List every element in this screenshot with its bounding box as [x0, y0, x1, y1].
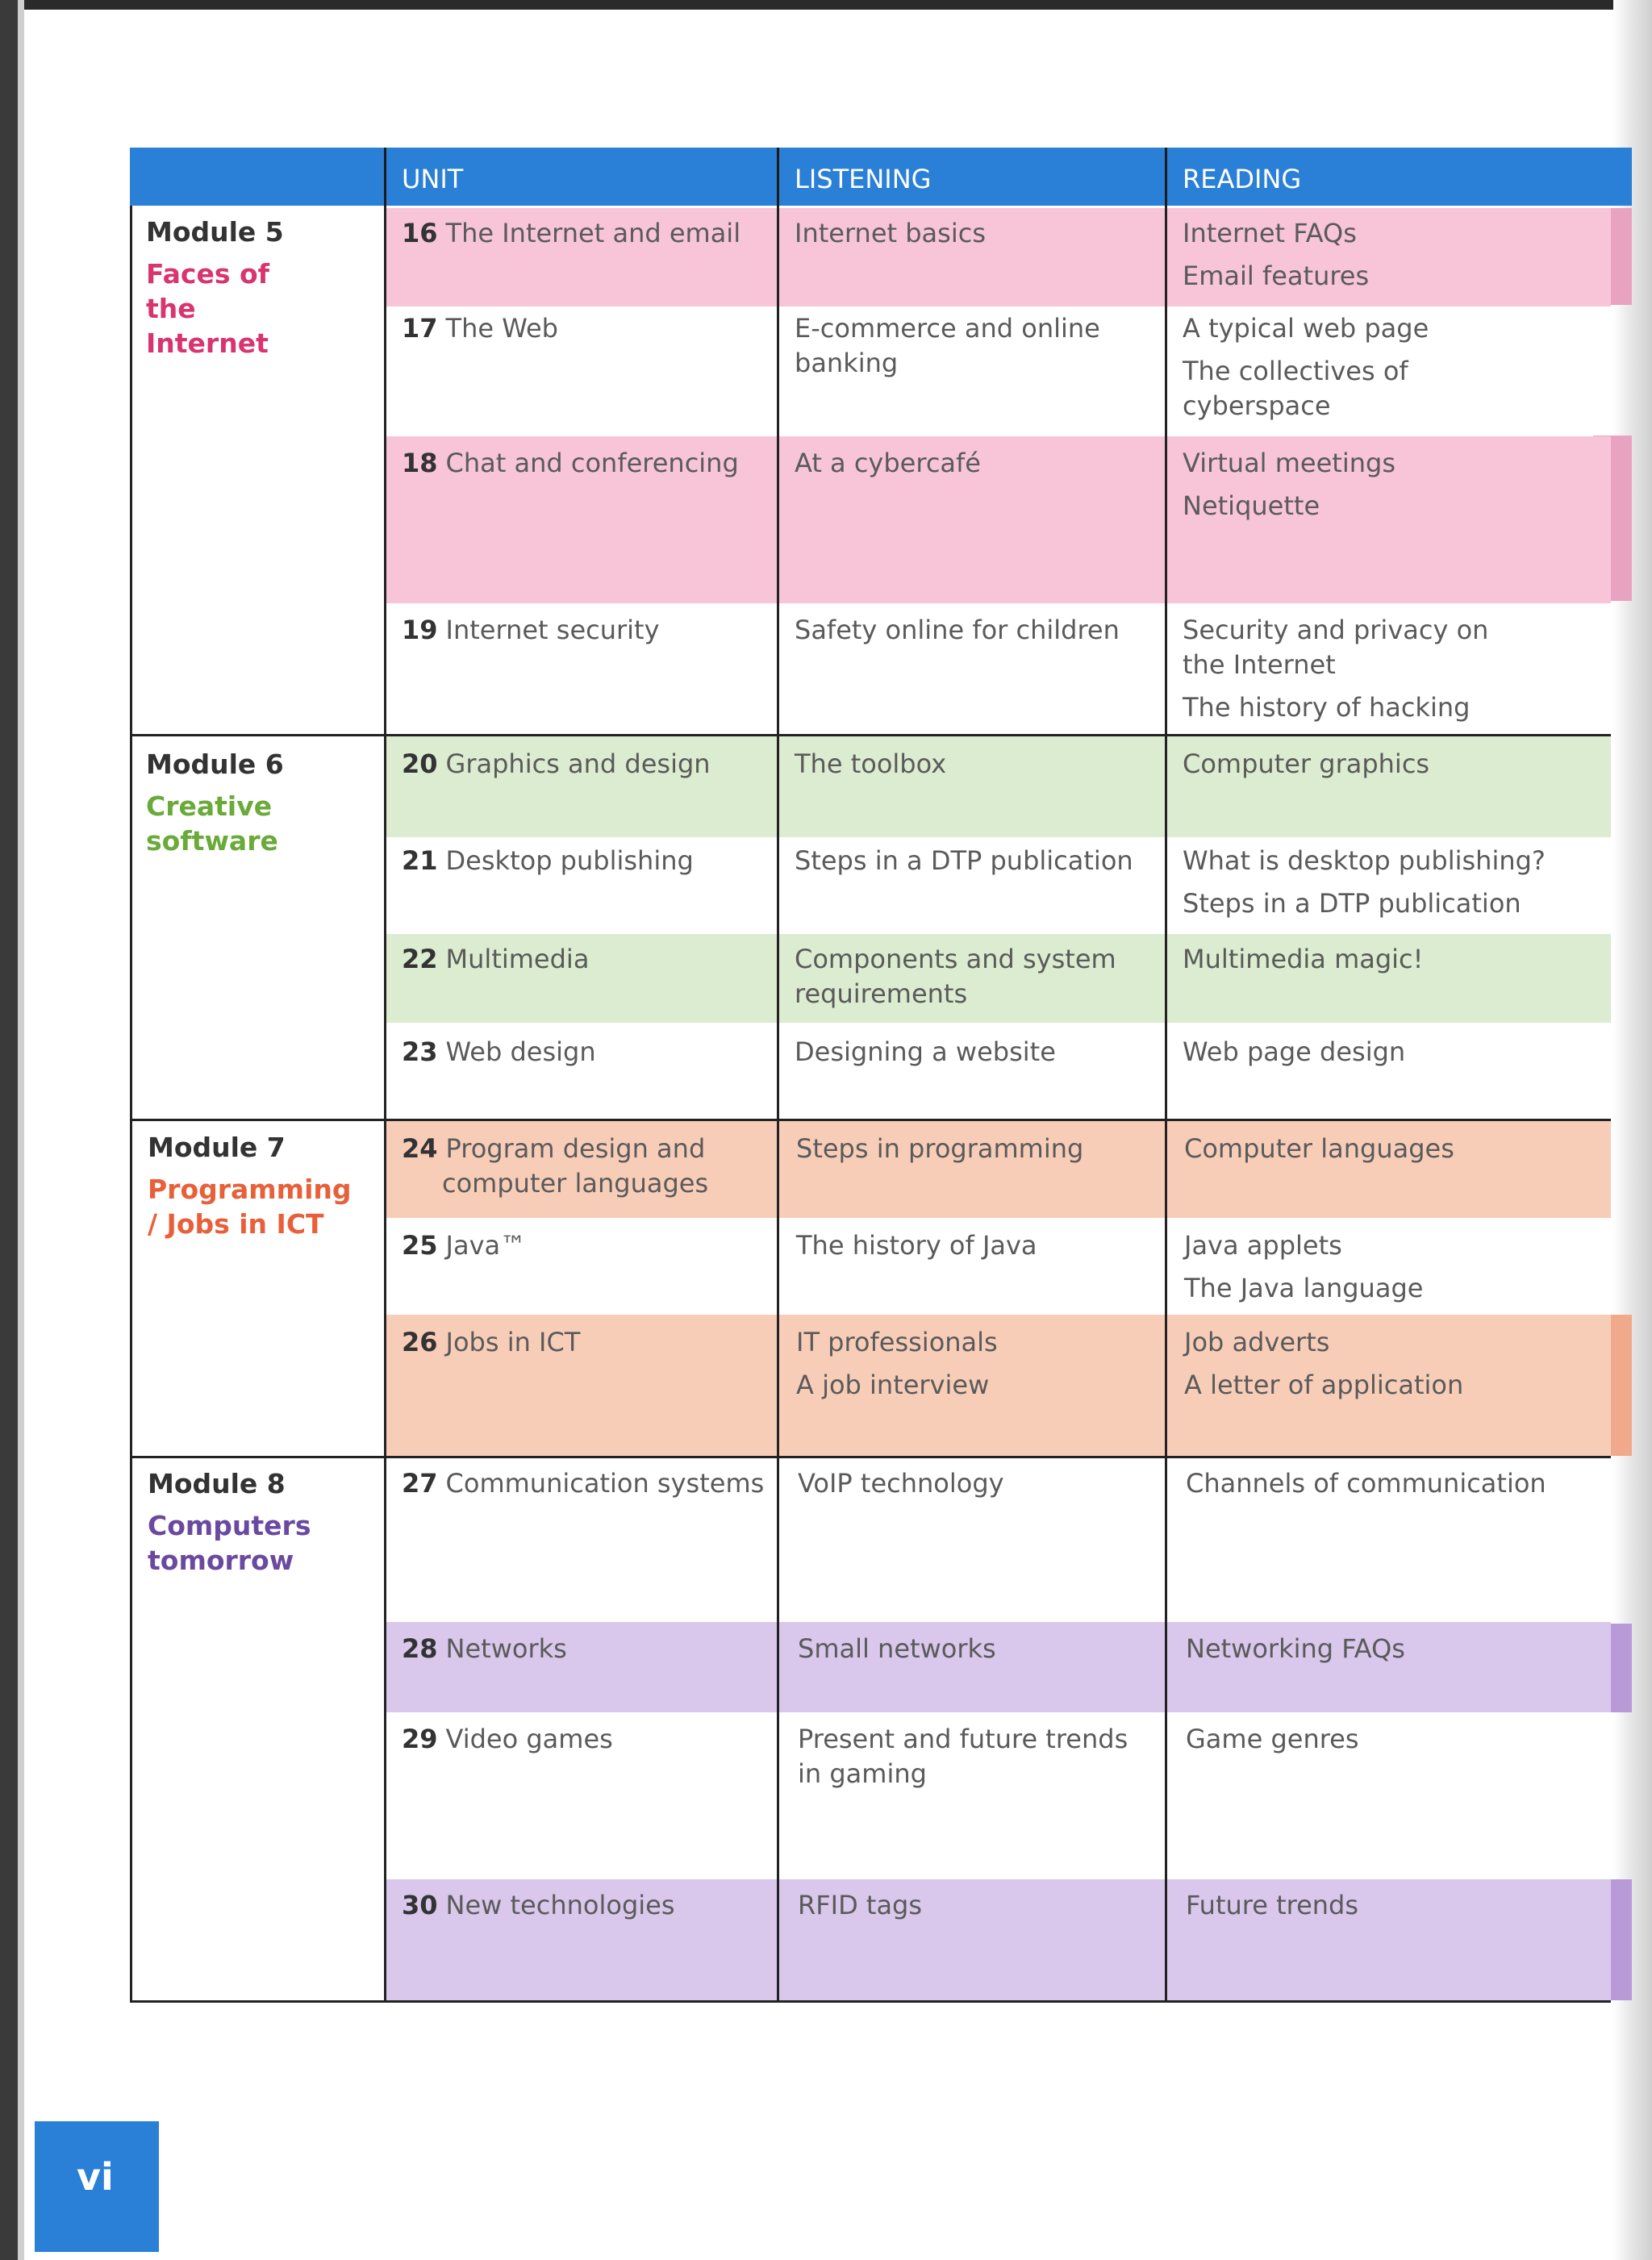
unit-cell: 19 Internet security	[402, 615, 660, 645]
page-top-edge	[0, 0, 1652, 10]
module-title: Module 5	[146, 216, 284, 248]
reading-cell: Channels of communication	[1186, 1468, 1546, 1499]
module-title: Module 6	[146, 748, 284, 780]
page-spine-edge	[18, 0, 24, 2260]
page-spine	[0, 0, 18, 2260]
unit-cell: 22 Multimedia	[402, 944, 590, 974]
unit-cell: 27 Communication systems	[402, 1468, 765, 1499]
unit-cell: 17 The Web	[402, 313, 558, 344]
reading-cell: Computer languages	[1184, 1133, 1454, 1164]
module-title: Module 7	[148, 1132, 286, 1163]
listening-cell: Safety online for children	[795, 615, 1120, 645]
module-subtitle: Programming / Jobs in ICT	[148, 1174, 352, 1240]
listening-cell: Components and system requirements	[795, 944, 1116, 1009]
listening-cell: Steps in programming	[796, 1133, 1084, 1164]
listening-cell: VoIP technology	[798, 1468, 1004, 1499]
header-listening: LISTENING	[795, 164, 932, 194]
reading-cell: Computer graphics	[1183, 748, 1430, 779]
listening-cell: The history of Java	[796, 1230, 1037, 1261]
module-subtitle: Computers tomorrow	[148, 1510, 311, 1576]
unit-cell: 28 Networks	[402, 1633, 567, 1664]
reading-cell: Java applets The Java language	[1184, 1230, 1424, 1303]
listening-cell: Small networks	[798, 1633, 996, 1664]
listening-cell: Internet basics	[795, 218, 986, 248]
reading-cell: A typical web page The collectives of cyberspace	[1183, 313, 1429, 421]
reading-cell: Security and privacy on the Internet The history of hacking	[1183, 615, 1489, 723]
reading-cell: Future trends	[1186, 1890, 1359, 1920]
reading-cell: Networking FAQs	[1186, 1633, 1405, 1664]
listening-cell: IT professionals A job interview	[796, 1327, 998, 1400]
module-subtitle: Faces of the Internet	[146, 258, 269, 359]
reading-cell: Multimedia magic!	[1183, 944, 1424, 974]
unit-cell: 30 New technologies	[402, 1890, 675, 1920]
reading-cell: What is desktop publishing? Steps in a DTP publication	[1183, 845, 1546, 919]
listening-cell: RFID tags	[798, 1890, 923, 1920]
listening-cell: Designing a website	[795, 1036, 1056, 1067]
header-unit: UNIT	[402, 164, 464, 194]
unit-cell: 16 The Internet and email	[402, 218, 741, 248]
reading-cell: Virtual meetings Netiquette	[1183, 448, 1395, 521]
listening-cell: The toolbox	[795, 748, 947, 779]
page-number: vi	[77, 2155, 114, 2199]
unit-cell: 18 Chat and conferencing	[402, 448, 739, 478]
listening-cell: Steps in a DTP publication	[795, 845, 1133, 876]
module-subtitle: Creative software	[146, 790, 278, 857]
unit-cell: 24 Program design and computer languages	[402, 1133, 709, 1199]
unit-cell: 25 Java™	[402, 1230, 527, 1261]
page-number-tab	[35, 2121, 159, 2252]
header-reading: READING	[1183, 164, 1302, 194]
reading-cell: Web page design	[1183, 1036, 1406, 1067]
module-title: Module 8	[148, 1468, 286, 1499]
listening-cell: At a cybercafé	[795, 448, 981, 478]
unit-cell: 21 Desktop publishing	[402, 845, 694, 876]
unit-cell: 26 Jobs in ICT	[402, 1327, 581, 1357]
reading-cell: Job adverts A letter of application	[1184, 1327, 1464, 1400]
reading-cell: Game genres	[1186, 1724, 1359, 1754]
unit-cell: 20 Graphics and design	[402, 748, 711, 779]
listening-cell: E-commerce and online banking	[795, 313, 1100, 378]
reading-cell: Internet FAQs Email features	[1183, 218, 1370, 291]
unit-cell: 29 Video games	[402, 1724, 613, 1754]
unit-cell: 23 Web design	[402, 1036, 596, 1067]
listening-cell: Present and future trends in gaming	[798, 1724, 1128, 1789]
